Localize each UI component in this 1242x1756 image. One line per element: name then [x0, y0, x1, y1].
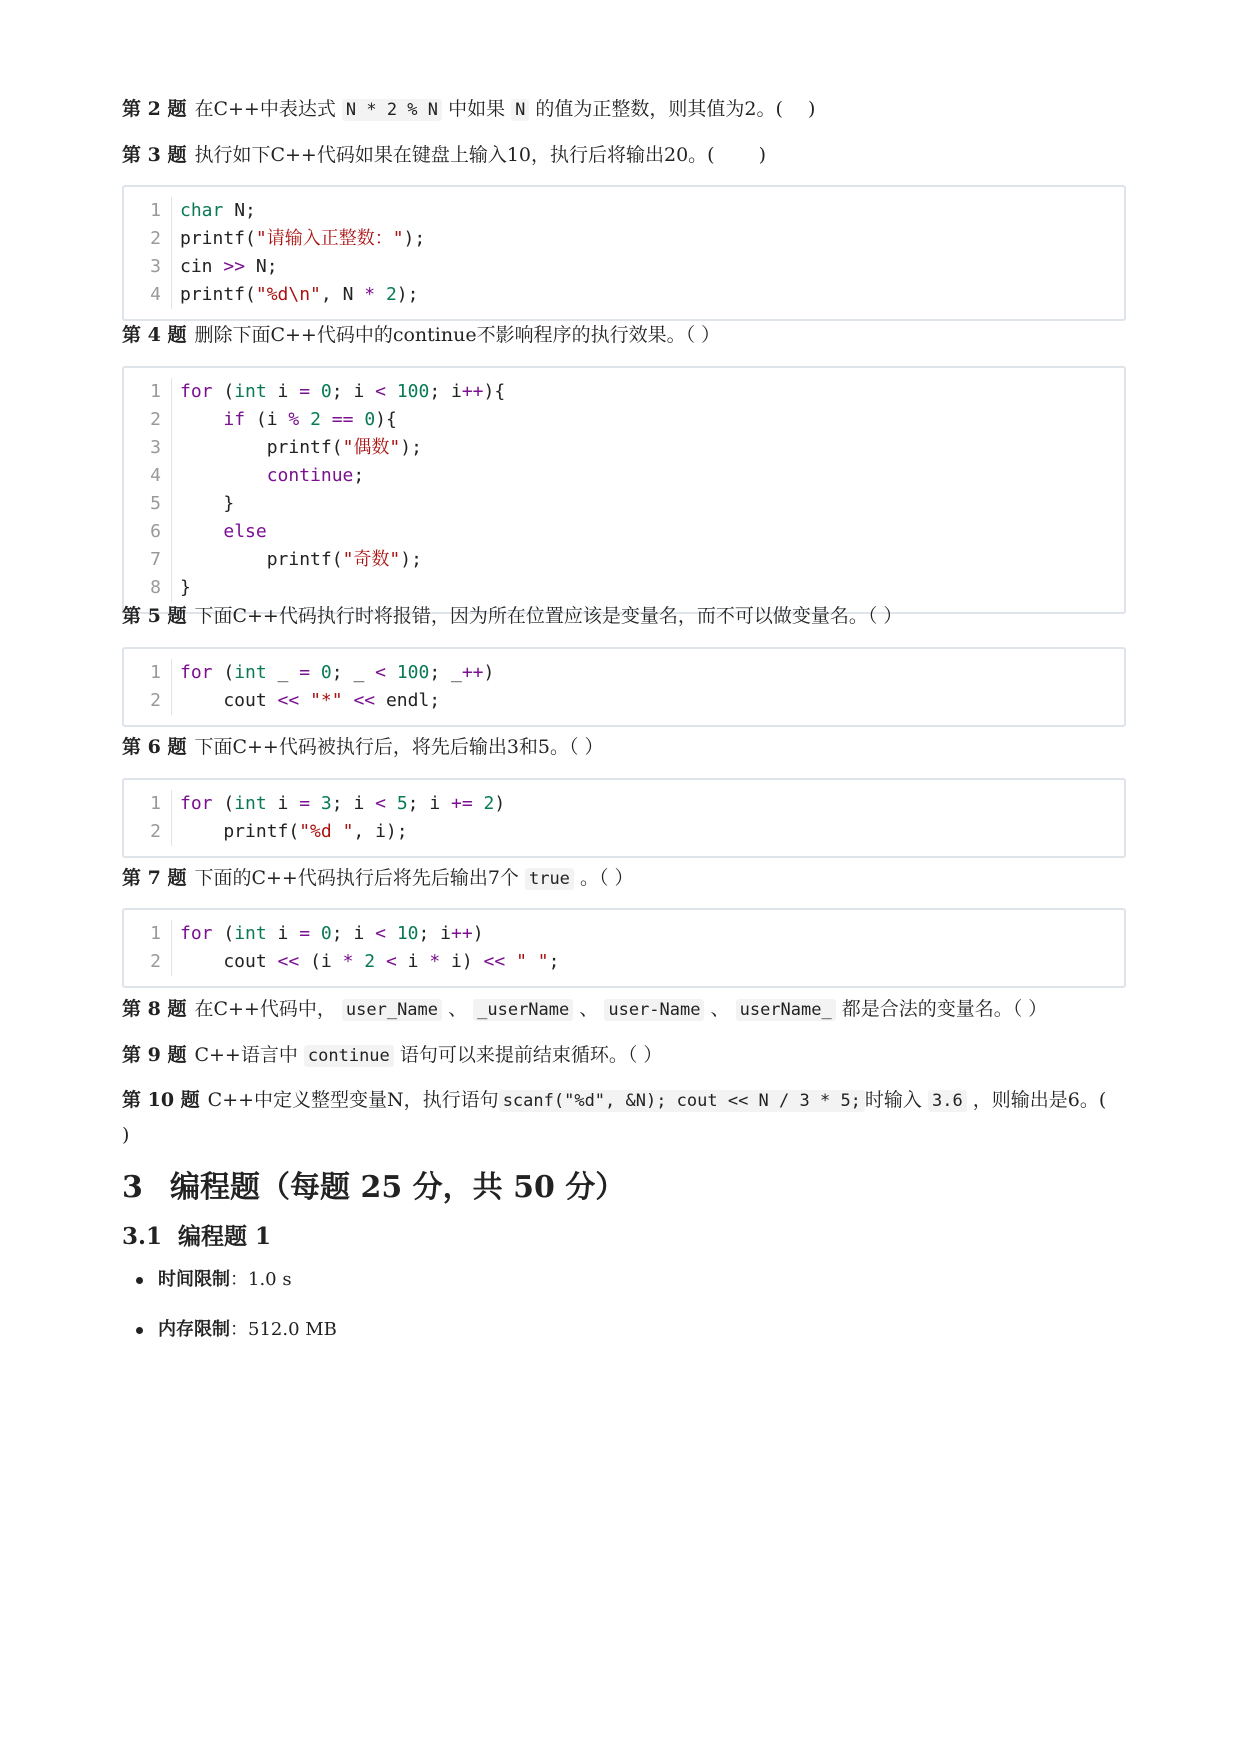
question-label: 第 8 题: [122, 998, 187, 1020]
question-8: 第 8 题 在C++代码中， user_Name 、 _userName 、 user-Name 、 userName_ 都是合法的变量名。（ ）: [122, 998, 1048, 1020]
code-line: 2 if (i % 2 == 0){: [124, 406, 1124, 434]
code-block-q5: [122, 647, 1126, 727]
code-line: 3 printf("偶数");: [124, 434, 1124, 462]
inline-code: scanf("%d", &N); cout << N / 3 * 5;: [499, 1090, 865, 1112]
code-line: 1 for (int _ = 0; _ < 100; _++): [124, 659, 1124, 687]
inline-code: N * 2 % N: [342, 99, 442, 121]
code-line: 2 printf("请输入正整数：");: [124, 225, 1124, 253]
code-line: 3 cin >> N;: [124, 253, 1124, 281]
inline-code: N: [511, 99, 529, 121]
code-block-q6: [122, 778, 1126, 858]
code-line: 1 for (int i = 3; i < 5; i += 2): [124, 790, 1124, 818]
question-5: 第 5 题 下面C++代码执行时将报错，因为所在位置应该是变量名，而不可以做变量名。（ ）: [122, 605, 903, 627]
question-label: 第 10 题: [122, 1089, 200, 1111]
code-block-q3: [122, 185, 1126, 321]
question-label: 第 3 题: [122, 144, 187, 166]
question-4: 第 4 题 删除下面C++代码中的continue不影响程序的执行效果。（ ）: [122, 324, 721, 346]
inline-code: _userName: [473, 999, 573, 1021]
question-3: 第 3 题 执行如下C++代码如果在键盘上输入10，执行后将输出20。( ): [122, 144, 767, 166]
list-item: 时间限制：1.0 s: [122, 1265, 337, 1315]
limits-list: [122, 1265, 337, 1365]
inline-code: user-Name: [604, 999, 704, 1021]
code-line: 7 printf("奇数");: [124, 546, 1124, 574]
code-block-q7: [122, 908, 1126, 988]
inline-code: continue: [304, 1045, 394, 1067]
question-7: 第 7 题 下面的C++代码执行后将先后输出7个 true 。（ ）: [122, 867, 634, 889]
question-label: 第 7 题: [122, 867, 187, 889]
code-line: 1 for (int i = 0; i < 100; i++){: [124, 378, 1124, 406]
inline-code: user_Name: [342, 999, 442, 1021]
section-heading: 3 编程题（每题 25 分，共 50 分）: [122, 1170, 626, 1205]
code-line: 1 char N;: [124, 197, 1124, 225]
question-label: 第 6 题: [122, 736, 187, 758]
code-line: 2 cout << (i * 2 < i * i) << " ";: [124, 948, 1124, 976]
inline-code: true: [525, 868, 574, 890]
list-item: 内存限制：512.0 MB: [122, 1315, 337, 1365]
code-line: 2 cout << "*" << endl;: [124, 687, 1124, 715]
code-line: 6 else: [124, 518, 1124, 546]
question-label: 第 5 题: [122, 605, 187, 627]
question-6: 第 6 题 下面C++代码被执行后，将先后输出3和5。（ ）: [122, 736, 604, 758]
question-9: 第 9 题 C++语言中 continue 语句可以来提前结束循环。（ ）: [122, 1044, 663, 1066]
subsection-heading: 3.1 编程题 1: [122, 1223, 272, 1250]
question-label: 第 4 题: [122, 324, 187, 346]
code-line: 5 }: [124, 490, 1124, 518]
inline-code: userName_: [736, 999, 836, 1021]
code-line: 4 printf("%d\n", N * 2);: [124, 281, 1124, 309]
question-label: 第 2 题: [122, 98, 187, 120]
question-label: 第 9 题: [122, 1044, 187, 1066]
question-10: 第 10 题 C++中定义整型变量N，执行语句 scanf("%d", &N); cout << N / 3 * 5; 时输入 3.6 ，则输出是6。( ): [122, 1089, 1107, 1146]
code-line: 4 continue;: [124, 462, 1124, 490]
code-line: 8 }: [124, 574, 1124, 602]
code-line: 2 printf("%d ", i);: [124, 818, 1124, 846]
code-block-q4: [122, 366, 1126, 614]
inline-code: 3.6: [928, 1090, 967, 1112]
code-line: 1 for (int i = 0; i < 10; i++): [124, 920, 1124, 948]
question-2: 第 2 题 在C++中表达式 N * 2 % N 中如果 N 的值为正整数，则其值为2。( ): [122, 98, 816, 120]
